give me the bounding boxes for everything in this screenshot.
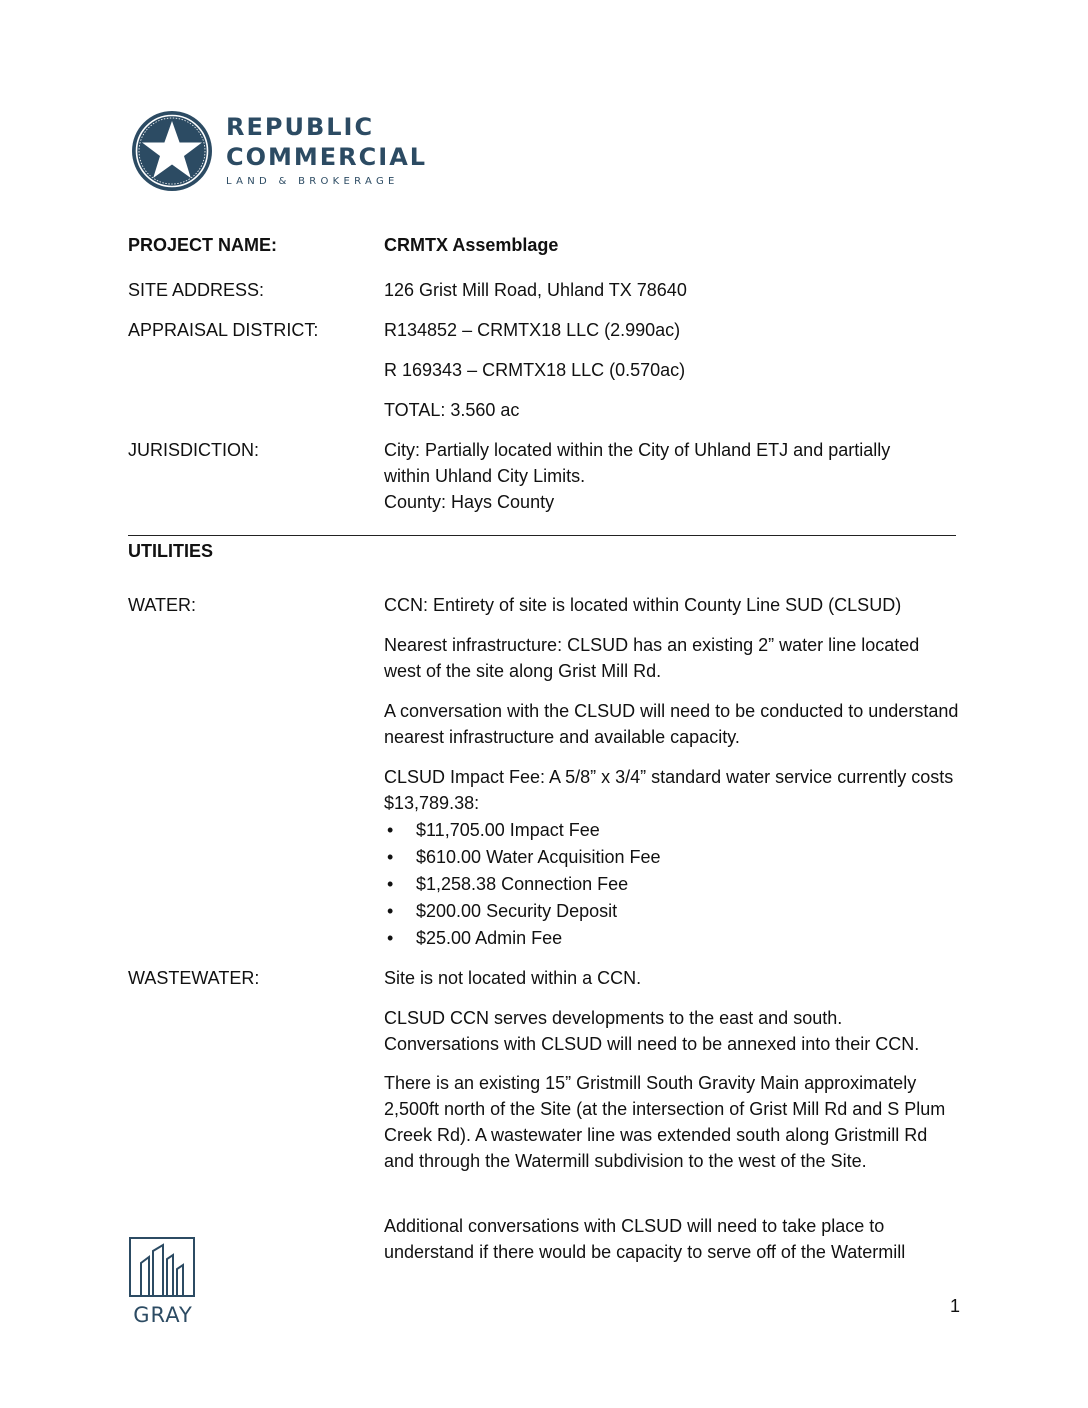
republic-commercial-logo xyxy=(131,110,471,194)
wastewater-label: WASTEWATER: xyxy=(128,968,260,988)
water-label: WATER: xyxy=(128,595,196,615)
jurisdiction-label: JURISDICTION: xyxy=(128,440,260,460)
project-name-value: CRMTX Assemblage xyxy=(384,235,559,255)
wastewater-additional-conversations: Additional conversations with CLSUD will need to take place to understand if there would be capacity to serve off of the Watermill xyxy=(384,1216,906,1262)
star-seal-icon xyxy=(131,110,213,192)
logo-line-commercial: COMMERCIAL xyxy=(226,143,428,171)
project-name-label: PROJECT NAME: xyxy=(128,235,278,255)
water-fee-list xyxy=(384,817,660,952)
list-item: • $1,258.38 Connection Fee xyxy=(384,871,660,898)
list-item: • $610.00 Water Acquisition Fee xyxy=(384,844,660,871)
list-item: • $25.00 Admin Fee xyxy=(384,925,660,952)
appraisal-parcel-1: R134852 – CRMTX18 LLC (2.990ac) xyxy=(384,320,681,340)
logo-line-republic: REPUBLIC xyxy=(226,113,375,141)
water-impact-fee: CLSUD Impact Fee: A 5/8” x 3/4” standard water service currently costs $13,789.38: xyxy=(384,767,954,813)
water-ccn: CCN: Entirety of site is located within County Line SUD (CLSUD) xyxy=(384,595,902,615)
page-number: 1 xyxy=(949,1296,960,1316)
utilities-heading: UTILITIES xyxy=(128,541,213,561)
jurisdiction-county: County: Hays County xyxy=(384,492,555,512)
wastewater-gravity-main: There is an existing 15” Gristmill South Gravity Main approximately 2,500ft north of the Site (at the intersection of Grist Mill Rd and S Plum Creek Rd). A wastewater line was extended south along Gristmill Rd and through the Watermill subdivision to the west of the Site. xyxy=(384,1073,946,1171)
gray-logo xyxy=(129,1237,197,1329)
water-nearest-infrastructure: Nearest infrastructure: CLSUD has an existing 2” water line located west of the site along Grist Mill Rd. xyxy=(384,635,920,681)
wastewater-ccn: Site is not located within a CCN. xyxy=(384,968,642,988)
logo-tagline: LAND & BROKERAGE xyxy=(226,176,399,187)
gray-brand-text: GRAY xyxy=(133,1303,193,1327)
wastewater-clsud-ccn: CLSUD CCN serves developments to the east and south. Conversations with CLSUD will need to be annexed into their CCN. xyxy=(384,1008,920,1054)
appraisal-parcel-2: R 169343 – CRMTX18 LLC (0.570ac) xyxy=(384,360,686,380)
section-divider xyxy=(128,535,956,536)
list-item: • $11,705.00 Impact Fee xyxy=(384,817,660,844)
list-item: • $200.00 Security Deposit xyxy=(384,898,660,925)
buildings-icon xyxy=(129,1237,197,1299)
site-address-label: SITE ADDRESS: xyxy=(128,280,265,300)
site-address-value: 126 Grist Mill Road, Uhland TX 78640 xyxy=(384,280,687,300)
appraisal-total: TOTAL: 3.560 ac xyxy=(384,400,520,420)
jurisdiction-city: City: Partially located within the City of Uhland ETJ and partially within Uhland City Limits. xyxy=(384,440,891,486)
water-conversation-note: A conversation with the CLSUD will need to be conducted to understand nearest infrastructure and available capacity. xyxy=(384,701,959,747)
appraisal-district-label: APPRAISAL DISTRICT: xyxy=(128,320,319,340)
